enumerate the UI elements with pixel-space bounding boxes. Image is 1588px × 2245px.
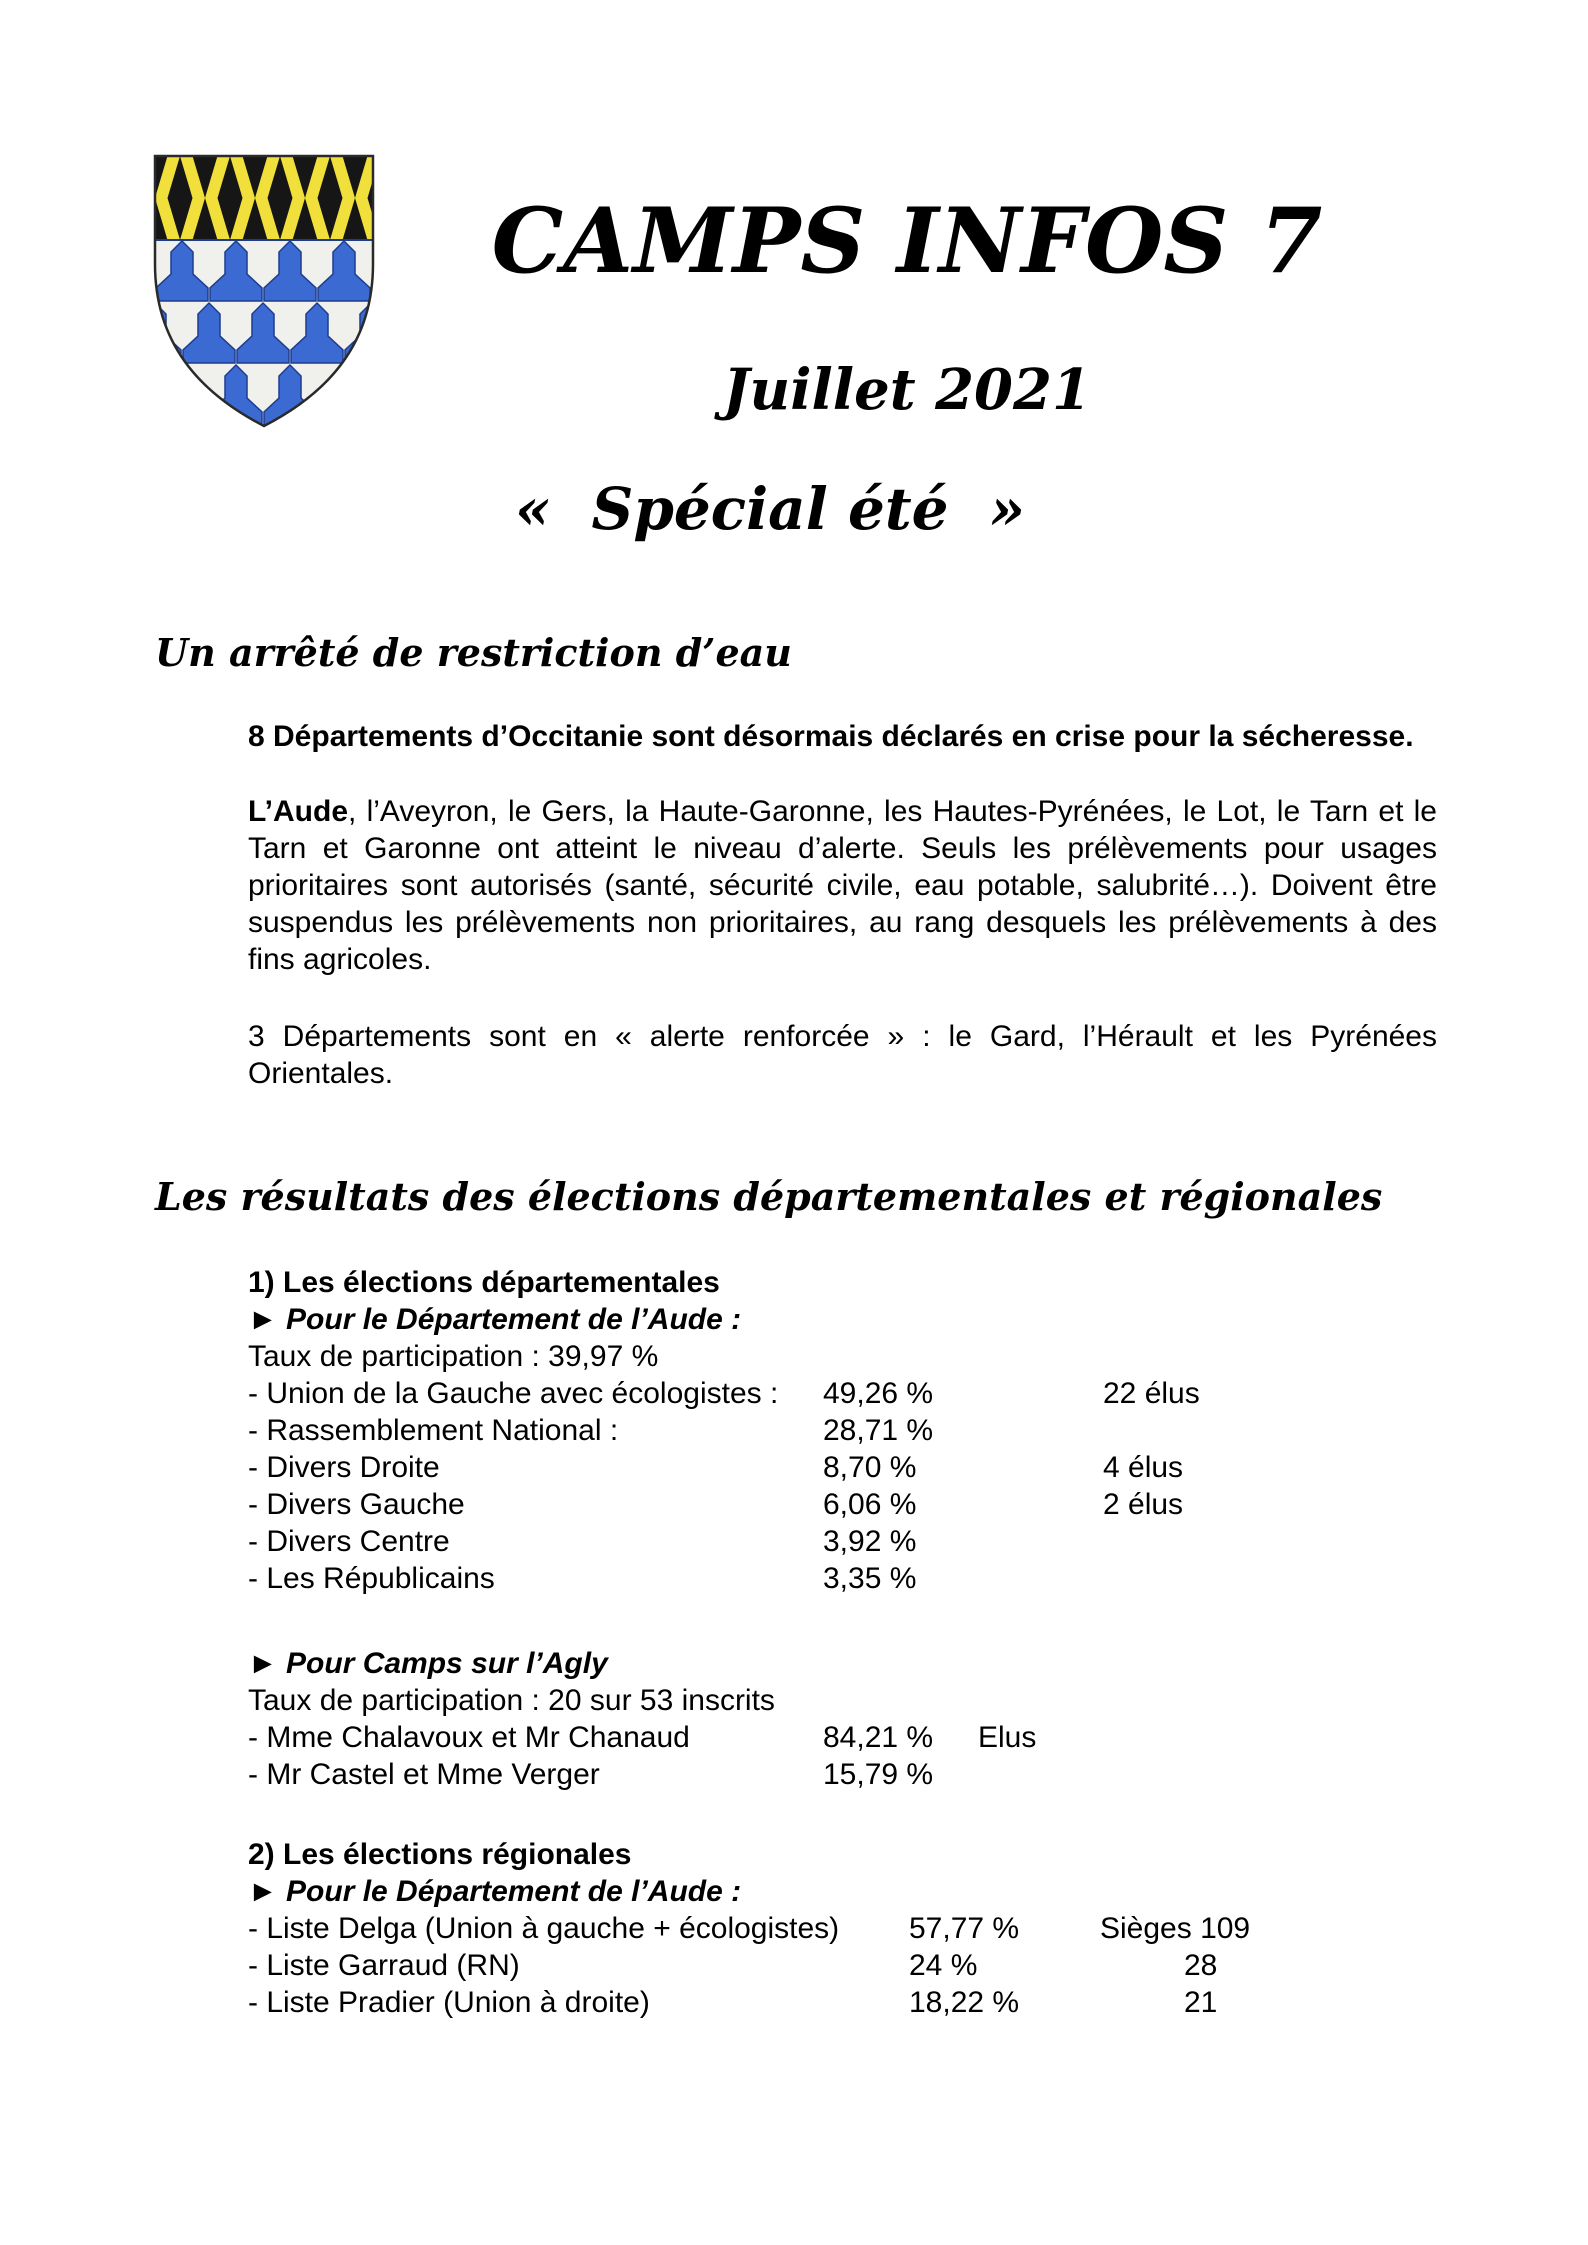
reinforced-alert-paragraph: 3 Départements sont en « alerte renforcée » : le Gard, l’Hérault et les Pyrénées Orientales. <box>248 1020 1437 1090</box>
candidate-percent: 84,21 % <box>823 1721 934 1754</box>
list-seats: 21 <box>1184 1986 1218 2019</box>
aude-bold-lead: L’Aude <box>248 795 349 828</box>
candidate-status <box>978 1756 1437 1793</box>
result-row <box>248 1719 1437 1756</box>
newsletter-date: Juillet 2021 <box>723 357 1091 423</box>
departementales-participation: Taux de participation : 39,97 % <box>248 1340 659 1373</box>
result-row <box>248 1486 1437 1523</box>
result-row <box>248 1560 1437 1597</box>
departementales-block <box>248 1264 1437 1597</box>
newsletter-tagline: « Spécial été » <box>514 475 1026 543</box>
party-seats: 22 élus <box>1103 1377 1200 1410</box>
candidate-label: - Mme Chalavoux et Mr Chanaud <box>248 1721 690 1754</box>
regionales-block <box>248 1836 1437 2021</box>
list-percent: 57,77 % <box>909 1912 1020 1945</box>
party-percent: 3,35 % <box>823 1562 917 1595</box>
result-row <box>248 1449 1437 1486</box>
newsletter-title: CAMPS INFOS 7 <box>491 188 1323 294</box>
result-row <box>248 1412 1437 1449</box>
party-label: - Divers Centre <box>248 1525 450 1558</box>
drought-detail-paragraph <box>248 793 1437 978</box>
party-seats: 4 élus <box>1103 1451 1184 1484</box>
party-label: - Rassemblement National : <box>248 1414 619 1447</box>
candidate-label: - Mr Castel et Mme Verger <box>248 1758 600 1791</box>
regionales-subtitle: ► Pour le Département de l’Aude : <box>248 1875 742 1908</box>
result-row <box>248 1756 1437 1793</box>
party-label: - Les Républicains <box>248 1562 495 1595</box>
party-percent: 6,06 % <box>823 1488 917 1521</box>
result-row <box>248 1984 1437 2021</box>
list-label: - Liste Garraud (RN) <box>248 1949 520 1982</box>
list-percent: 18,22 % <box>909 1986 1020 2019</box>
camps-agly-subtitle: ► Pour Camps sur l’Agly <box>248 1647 608 1680</box>
list-label: - Liste Pradier (Union à droite) <box>248 1986 650 2019</box>
list-seats: 28 <box>1184 1949 1218 1982</box>
camps-agly-participation: Taux de participation : 20 sur 53 inscrits <box>248 1684 775 1717</box>
list-seats: Sièges 109 <box>1100 1912 1251 1945</box>
party-label: - Union de la Gauche avec écologistes : <box>248 1377 779 1410</box>
result-row <box>248 1375 1437 1412</box>
drought-detail-text: , l’Aveyron, le Gers, la Haute-Garonne, les Hautes-Pyrénées, le Lot, le Tarn et le Tarn et Garonne ont atteint le niveau d’alerte. Seuls les prélèvements pour usages prioritaires sont autorisés (santé, sécurité civile, eau potable, salubrité…). Doivent être suspendus les prélèvements non prioritaires, au rang desquels les prélèvements à des fins agricoles. <box>248 795 1437 976</box>
regionales-title: 2) Les élections régionales <box>248 1838 632 1871</box>
list-label: - Liste Delga (Union à gauche + écologistes) <box>248 1912 840 1945</box>
coat-of-arms <box>150 152 378 430</box>
departementales-title: 1) Les élections départementales <box>248 1266 720 1299</box>
party-percent: 49,26 % <box>823 1377 934 1410</box>
party-seats <box>1103 1412 1437 1449</box>
drought-crisis-paragraph: 8 Départements d’Occitanie sont désormais déclarés en crise pour la sécheresse. <box>248 720 1414 753</box>
elections-section-heading: Les résultats des élections départementales et régionales <box>155 1174 1383 1219</box>
party-seats: 2 élus <box>1103 1488 1184 1521</box>
departementales-subtitle: ► Pour le Département de l’Aude : <box>248 1303 742 1336</box>
result-row <box>248 1947 1437 1984</box>
water-section-heading: Un arrêté de restriction d’eau <box>155 630 792 675</box>
candidate-percent: 15,79 % <box>823 1758 934 1791</box>
party-percent: 3,92 % <box>823 1525 917 1558</box>
party-seats <box>1103 1560 1437 1597</box>
result-row <box>248 1523 1437 1560</box>
party-percent: 8,70 % <box>823 1451 917 1484</box>
party-label: - Divers Gauche <box>248 1488 465 1521</box>
result-row <box>248 1910 1437 1947</box>
candidate-status: Elus <box>978 1721 1037 1754</box>
camps-agly-block <box>248 1645 1437 1793</box>
party-percent: 28,71 % <box>823 1414 934 1447</box>
party-seats <box>1103 1523 1437 1560</box>
list-percent: 24 % <box>909 1949 978 1982</box>
coat-of-arms-icon <box>150 152 378 430</box>
party-label: - Divers Droite <box>248 1451 440 1484</box>
